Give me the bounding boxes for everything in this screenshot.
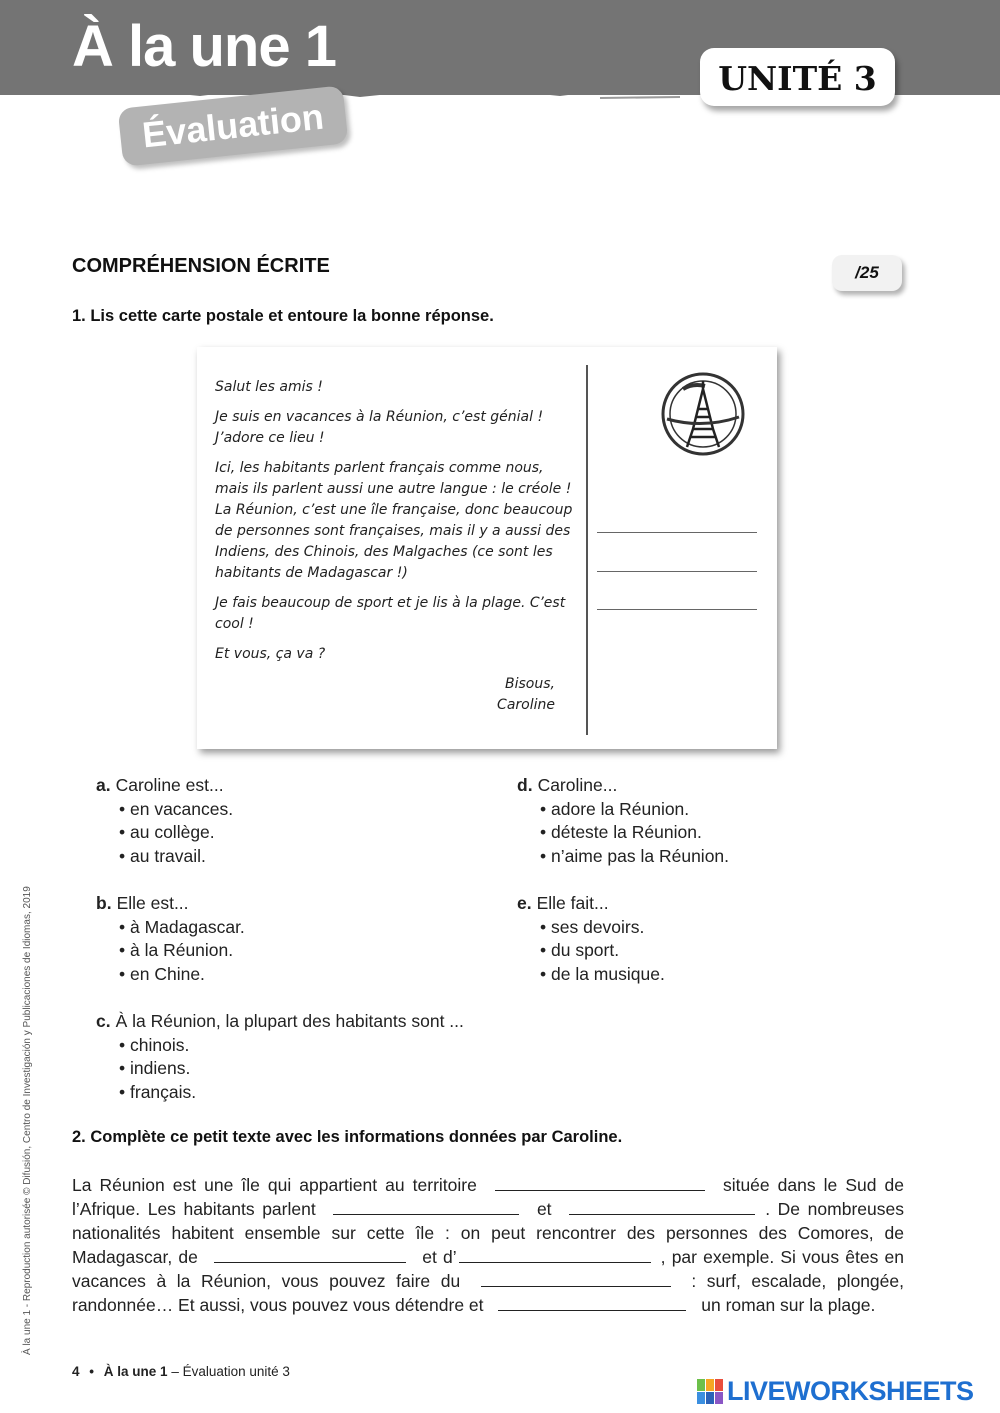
question-stem: Caroline est... (115, 775, 224, 795)
fill-in-text (72, 1173, 904, 1317)
answer-option[interactable]: • au travail. (119, 845, 233, 869)
exercise2-instruction: 2. Complète ce petit texte avec les informations données par Caroline. (72, 1128, 623, 1146)
postcard-paragraph: Je suis en vacances à la Réunion, c’est génial ! J’adore ce lieu ! (215, 409, 544, 446)
text-segment: . De nombreuses nationalités habitent ensemble sur cette île : on peut rencontrer des personnes des Comores, de Madagascar, de (72, 1199, 904, 1267)
question-c (96, 1010, 464, 1104)
answer-blank[interactable] (459, 1249, 651, 1263)
question-letter: a. (96, 775, 111, 795)
question-b (96, 892, 245, 986)
answer-blank[interactable] (569, 1201, 755, 1215)
exercise1-instruction: 1. Lis cette carte postale et entoure la bonne réponse. (72, 307, 494, 325)
answer-option[interactable]: • en Chine. (119, 963, 245, 987)
answer-blank[interactable] (333, 1201, 519, 1215)
page-number: 4 (72, 1364, 80, 1379)
address-line (597, 532, 757, 533)
question-e (517, 892, 665, 986)
postcard-message (215, 377, 575, 716)
question-stem: Elle fait... (536, 893, 609, 913)
question-stem: À la Réunion, la plupart des habitants sont ... (115, 1011, 464, 1031)
question-stem: Elle est... (116, 893, 189, 913)
answer-option[interactable]: • de la musique. (540, 963, 665, 987)
answer-option[interactable]: • adore la Réunion. (540, 798, 729, 822)
question-a (96, 774, 233, 868)
answer-blank[interactable] (214, 1249, 406, 1263)
answer-option[interactable]: • à Madagascar. (119, 916, 245, 940)
postcard-closing: Bisous, (505, 676, 555, 692)
liveworksheets-logo-icon (697, 1379, 725, 1405)
answer-option[interactable]: • français. (119, 1081, 464, 1105)
answer-option[interactable]: • ses devoirs. (540, 916, 665, 940)
answer-option[interactable]: • du sport. (540, 939, 665, 963)
answer-option[interactable]: • en vacances. (119, 798, 233, 822)
section-title: COMPRÉHENSION ÉCRITE (72, 255, 330, 277)
postcard-paragraph: Ici, les habitants parlent français comme nous, mais ils parlent aussi une autre langue : le créole ! La Réunion, c’est une île française, donc beaucoup de personnes sont françaises, mais il y a aussi des Indiens, des Chinois, des Malgaches (ce sont les habitants de Madagascar !) (215, 460, 573, 581)
text-segment: : surf, escalade, plongée, randonnée… Et aussi, vous pouvez vous détendre et (72, 1271, 904, 1315)
text-segment: La Réunion est une île qui appartient au territoire (72, 1175, 477, 1195)
address-line (597, 609, 757, 610)
answer-blank[interactable] (498, 1297, 686, 1311)
postcard-paragraph: Je fais beaucoup de sport et je lis à la plage. C’est cool ! (215, 595, 566, 632)
question-d (517, 774, 729, 868)
answer-option[interactable]: • n’aime pas la Réunion. (540, 845, 729, 869)
answer-option[interactable]: • chinois. (119, 1034, 464, 1058)
text-segment: , par exemple. Si vous êtes en vacances à la Réunion, vous pouvez faire du (72, 1247, 904, 1291)
eiffel-tower-stamp-icon (653, 369, 753, 459)
answer-blank[interactable] (481, 1273, 671, 1287)
answer-option[interactable]: • indiens. (119, 1057, 464, 1081)
postcard (197, 347, 777, 749)
text-segment: et (536, 1199, 552, 1219)
answer-option[interactable]: • à la Réunion. (119, 939, 245, 963)
text-segment: et d’ (422, 1247, 457, 1267)
text-segment: un roman sur la plage. (701, 1295, 876, 1315)
text-segment: située dans le Sud de l’Afrique. Les habitants parlent (72, 1175, 904, 1219)
footer-bullet: • (89, 1364, 95, 1379)
page-footer (72, 1364, 290, 1379)
question-letter: b. (96, 893, 112, 913)
postcard-divider (586, 365, 588, 735)
unit-badge: UNITÉ 3 (700, 48, 895, 106)
postcard-signoff (215, 674, 575, 716)
question-stem: Caroline... (537, 775, 618, 795)
copyright-notice: À la une 1 - Reproduction autorisée © Difusión, Centro de Investigación y Publicaciones de Idiomas, 2019 (22, 886, 33, 1355)
answer-option[interactable]: • déteste la Réunion. (540, 821, 729, 845)
brand-wordmark: LIVEWORKSHEETS (727, 1376, 974, 1406)
question-letter: d. (517, 775, 533, 795)
question-letter: c. (96, 1011, 111, 1031)
footer-book: À la une 1 (103, 1364, 168, 1379)
address-line (597, 571, 757, 572)
question-letter: e. (517, 893, 532, 913)
answer-option[interactable]: • au collège. (119, 821, 233, 845)
postcard-paragraph: Et vous, ça va ? (215, 646, 326, 662)
score-badge: /25 (832, 255, 902, 291)
answer-blank[interactable] (495, 1177, 705, 1191)
evaluation-label: Évaluation (140, 95, 326, 156)
book-title: À la une 1 (72, 14, 336, 79)
postcard-greeting: Salut les amis ! (215, 379, 323, 395)
postcard-signature: Caroline (497, 697, 555, 713)
footer-subtitle: – Évaluation unité 3 (167, 1364, 290, 1379)
